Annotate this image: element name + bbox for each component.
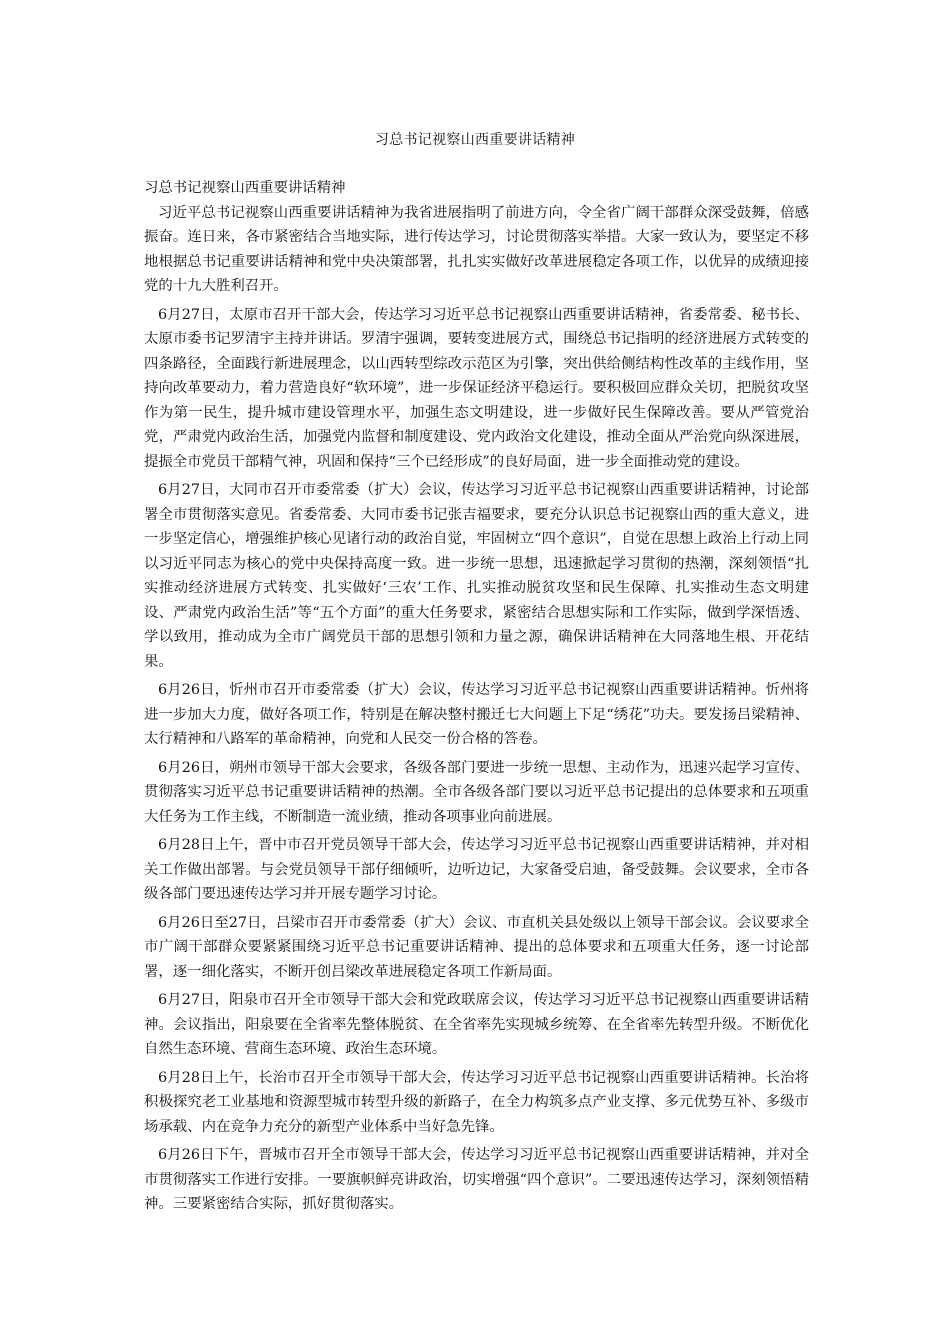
- paragraph-taiyuan: 6月27日，太原市召开干部大会，传达学习习近平总书记视察山西重要讲话精神，省委常委、秘书长、太原市委书记罗清宇主持并讲话。罗清宇强调，要转变进展方式，围绕总书记指明的经济进展方式转变的四条路径，全面践行新进展理念，以山西转型综改示范区为引擎，突出供给侧结构性改革的主线作用，坚持向改革要动力，着力营造良好“软环境”，进一步保证经济平稳运行。要积极回应群众关切，把脱贫攻坚作为第一民生，提升城市建设管理水平，加强生态文明建设，进一步做好民生保障改善。要从严管党治党，严肃党内政治生活，加强党内监督和制度建设、党内政治文化建设，推动全面从严治党向纵深进展，提振全市党员干部精气神，巩固和保持“三个已经形成”的良好局面，进一步全面推动党的建设。: [144, 306, 809, 470]
- document-title: 习总书记视察山西重要讲话精神: [374, 132, 576, 148]
- paragraph-jincheng: 6月26日下午，晋城市召开全市领导干部大会，传达学习习近平总书记视察山西重要讲话精神，并对全市贯彻落实工作进行安排。一要旗帜鲜亮讲政治，切实增强“四个意识”。二要迅速传达学习，深刻领悟精神。三要紧密结合实际，抓好贯彻落实。: [144, 1147, 809, 1212]
- paragraph-shuozhou: 6月26日，朔州市领导干部大会要求，各级各部门要进一步统一思想、主动作为，迅速兴起学习宣传、贯彻落实习近平总书记重要讲话精神的热潮。全市各级各部门要以习近平总书记提出的总体要求和五项重大任务为工作主线，不断制造一流业绩，推动各项事业向前进展。: [144, 759, 809, 825]
- paragraph-datong: 6月27日，大同市召开市委常委（扩大）会议，传达学习习近平总书记视察山西重要讲话精神，讨论部署全市贯彻落实意见。省委常委、大同市委书记张吉福要求，要充分认识总书记视察山西的重大意义，进一步坚定信心，增强维护核心见诸行动的政治自觉，牢固树立“四个意识”，自觉在思想上政治上行动上同以习近平同志为核心的党中央保持高度一致。进一步统一思想，迅速掀起学习贯彻的热潮，深刻领悟“扎实推动经济进展方式转变、扎实做好‘三农’工作、扎实推动脱贫攻坚和民生保障、扎实推动生态文明建设、严肃党内政治生活”等“五个方面”的重大任务要求，紧密结合思想实际和工作实际，做到学深悟透、学以致用，推动成为全市广阔党员干部的思想引领和力量之源，确保讲话精神在大同落地生根、开花结果。: [144, 482, 809, 670]
- paragraph-xinzhou: 6月26日，忻州市召开市委常委（扩大）会议，传达学习习近平总书记视察山西重要讲话精神。忻州将进一步加大力度，做好各项工作，特别是在解决整村搬迁七大问题上下足“绣花”功夫。要发扬吕梁精神、太行精神和八路军的革命精神，向党和人民交一份合格的答卷。: [144, 682, 809, 747]
- paragraph-changzhi: 6月28日上午，长治市召开全市领导干部大会，传达学习习近平总书记视察山西重要讲话精神。长治将积极探究老工业基地和资源型城市转型升级的新路子，在全力构筑多点产业支撑、多元优势互补、多级市场承载、内在竞争力充分的新型产业体系中当好急先锋。: [144, 1069, 809, 1135]
- paragraph-intro: 习近平总书记视察山西重要讲话精神为我省进展指明了前进方向，令全省广阔干部群众深受鼓舞，倍感振奋。连日来，各市紧密结合当地实际，进行传达学习，讨论贯彻落实举措。大家一致认为，要坚定不移地根据总书记重要讲话精神和党中央决策部署，扎扎实实做好改革进展稳定各项工作，以优异的成绩迎接党的十九大胜利召开。: [144, 204, 809, 294]
- paragraph-jinzhong: 6月28日上午，晋中市召开党员领导干部大会，传达学习习近平总书记视察山西重要讲话精神，并对相关工作做出部署。与会党员领导干部仔细倾听，边听边记，大家备受启迪，备受鼓舞。会议要求，全市各级各部门要迅速传达学习并开展专题学习讨论。: [144, 837, 809, 902]
- document-subtitle: 习总书记视察山西重要讲话精神: [144, 180, 346, 196]
- paragraph-yangquan: 6月27日，阳泉市召开全市领导干部大会和党政联席会议，传达学习习近平总书记视察山西重要讲话精神。会议指出，阳泉要在全省率先整体脱贫、在全省率先实现城乡统筹、在全省率先转型升级。不断优化自然生态环境、营商生态环境、政治生态环境。: [144, 992, 809, 1057]
- paragraph-lvliang: 6月26日至27日，吕梁市召开市委常委（扩大）会议、市直机关县处级以上领导干部会议。会议要求全市广阔干部群众要紧紧围绕习近平总书记重要讲话精神、提出的总体要求和五项重大任务，逐一讨论部署，逐一细化落实，不断开创吕梁改革进展稳定各项工作新局面。: [144, 914, 809, 980]
- document-body: [144, 176, 809, 1221]
